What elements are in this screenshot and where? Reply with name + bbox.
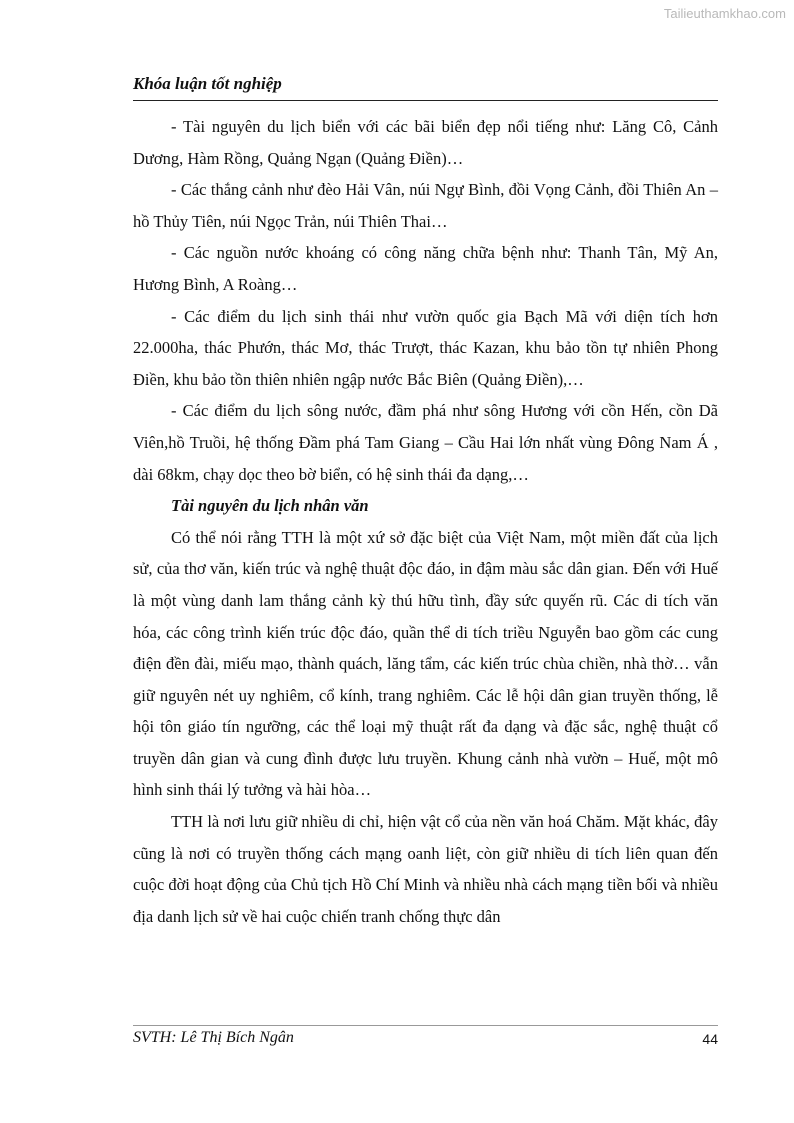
paragraph-mineral-springs: - Các nguồn nước khoáng có công năng chữa bệnh như: Thanh Tân, Mỹ An, Hương Bình, A Roàng…: [133, 243, 718, 294]
paragraph-sea-resources: - Tài nguyên du lịch biển với các bãi biển đẹp nổi tiếng như: Lăng Cô, Cảnh Dương, Hàm Rồng, Quảng Ngạn (Quảng Điền)…: [133, 117, 718, 168]
document-header-title: Khóa luận tốt nghiệp: [133, 74, 282, 93]
paragraph-cultural-overview: Có thể nói rằng TTH là một xứ sở đặc biệt của Việt Nam, một miền đất của lịch sử, của thơ văn, kiến trúc và nghệ thuật độc đáo, in đậm màu sắc dân gian. Đến với Huế là một vùng danh lam thắng cảnh kỳ thú hữu tình, đầy sức quyến rũ. Các di tích văn hóa, các công trình kiến trúc độc đáo, quần thể di tích triều Nguyễn bao gồm các cung điện đền đài, miếu mạo, thành quách, lăng tẩm, các kiến trúc chùa chiền, nhà thờ… vẫn giữ nguyên nét uy nghiêm, cổ kính, trang nghiêm. Các lễ hội dân gian truyền thống, lễ hội tôn giáo tín ngưỡng, các thể loại mỹ thuật rất đa dạng và đặc sắc, nghệ thuật cổ truyền dân gian và cung đình được lưu truyền. Khung cảnh nhà vườn – Huế, một mô hình sinh thái lý tưởng và hài hòa…: [133, 527, 718, 800]
paragraph-cham-heritage: TTH là nơi lưu giữ nhiều di chỉ, hiện vật cổ của nền văn hoá Chăm. Mặt khác, đây cũng là nơi có truyền thống cách mạng oanh liệt, còn giữ nhiều di tích liên quan đến cuộc đời hoạt động của Chủ tịch Hồ Chí Minh và nhiều nhà cách mạng tiền bối và nhiều địa danh lịch sử về hai cuộc chiến tranh chống thực dân: [133, 812, 718, 926]
paragraph-scenic-spots: - Các thắng cảnh như đèo Hải Vân, núi Ngự Bình, đồi Vọng Cảnh, đồi Thiên An – hồ Thủy Tiên, núi Ngọc Trản, núi Thiên Thai…: [133, 180, 718, 231]
page-number: 44: [702, 1031, 718, 1047]
section-heading-cultural-resources: Tài nguyên du lịch nhân văn: [171, 496, 369, 516]
footer-divider: [133, 1025, 718, 1026]
footer-author: SVTH: Lê Thị Bích Ngân: [133, 1029, 294, 1046]
paragraph-river-lagoon: - Các điểm du lịch sông nước, đầm phá như sông Hương với cồn Hến, cồn Dã Viên,hồ Truồi, hệ thống Đầm phá Tam Giang – Cầu Hai lớn nhất vùng Đông Nam Á , dài 68km, chạy dọc theo bờ biển, có hệ sinh thái đa dạng,…: [133, 401, 718, 484]
paragraph-eco-tourism: - Các điểm du lịch sinh thái như vườn quốc gia Bạch Mã với diện tích hơn 22.000ha, thác Phướn, thác Mơ, thác Trượt, thác Kazan, khu bảo tồn tự nhiên Phong Điền, khu bảo tồn thiên nhiên ngập nước Bắc Biên (Quảng Điền),…: [133, 306, 718, 389]
watermark: Tailieuthamkhao.com: [663, 6, 786, 21]
header-divider: [133, 100, 718, 101]
page-content: [133, 111, 718, 932]
